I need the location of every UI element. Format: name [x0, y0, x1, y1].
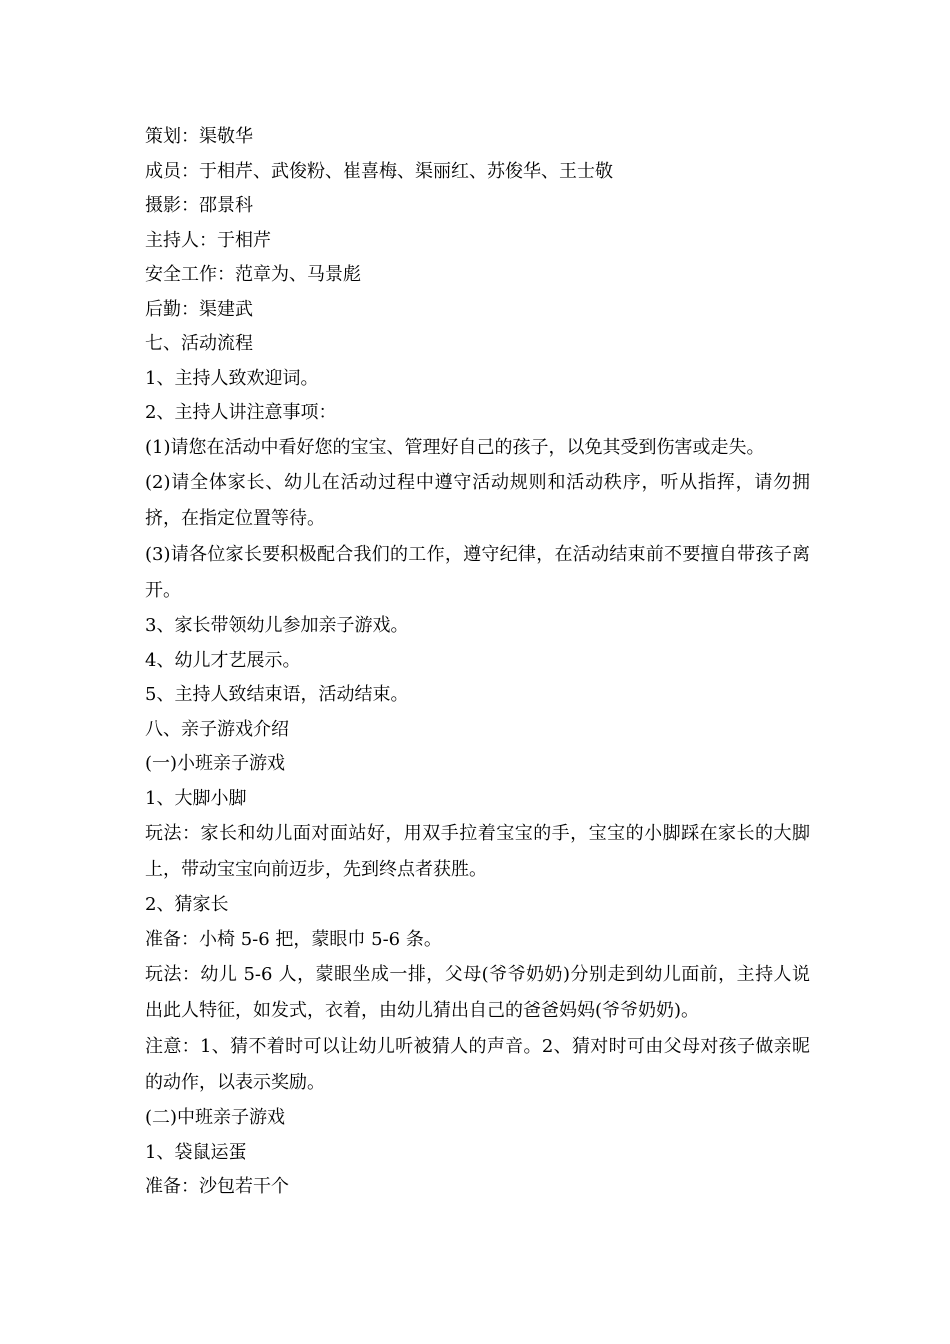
text-line: 摄影：邵景科: [145, 195, 253, 216]
text-line: 成员：于相芹、武俊粉、崔喜梅、渠丽红、苏俊华、王士敬: [145, 160, 613, 182]
game-rules: 玩法：幼儿 5-6 人，蒙眼坐成一排，父母(爷爷奶奶)分别走到幼儿面前，主持人说出此人特征，如发式，衣着，由幼儿猜出自己的爸爸妈妈(爷爷奶奶)。: [145, 964, 810, 1021]
game-title: 1、袋鼠运蛋: [145, 1141, 247, 1163]
sub-list-item: (3)请各位家长要积极配合我们的工作，遵守纪律，在活动结束前不要擅自带孩子离开。: [145, 544, 810, 601]
game-title: 2、猜家长: [145, 894, 229, 915]
list-item: 5、主持人致结束语，活动结束。: [145, 684, 409, 705]
list-item: 3、家长带领幼儿参加亲子游戏。: [145, 615, 409, 636]
text-line: 安全工作：范章为、马景彪: [145, 264, 361, 285]
section-heading: 七、活动流程: [145, 333, 253, 354]
subsection-heading: (二)中班亲子游戏: [145, 1107, 286, 1128]
text-line: 策划：渠敬华: [145, 126, 253, 147]
game-preparation: 准备：沙包若干个: [145, 1176, 289, 1197]
game-title: 1、大脚小脚: [145, 787, 247, 809]
sub-list-item: (2)请全体家长、幼儿在活动过程中遵守活动规则和活动秩序，听从指挥，请勿拥挤，在指定位置等待。: [145, 472, 810, 529]
subsection-heading: (一)小班亲子游戏: [145, 753, 286, 774]
text-line: 后勤：渠建武: [145, 298, 253, 320]
list-item: 1、主持人致欢迎词。: [145, 367, 319, 389]
game-notes: 注意：1、猜不着时可以让幼儿听被猜人的声音。2、猜对时可由父母对孩子做亲昵的动作，以表示奖励。: [145, 1036, 810, 1093]
list-item: 2、主持人讲注意事项：: [145, 402, 337, 423]
list-item: 4、幼儿才艺展示。: [145, 649, 301, 671]
text-line: 主持人：于相芹: [145, 229, 271, 251]
document-body: [145, 120, 810, 1205]
game-rules: 玩法：家长和幼儿面对面站好，用双手拉着宝宝的手，宝宝的小脚踩在家长的大脚上，带动宝宝向前迈步，先到终点者获胜。: [145, 823, 810, 880]
game-preparation: 准备：小椅 5-6 把，蒙眼巾 5-6 条。: [145, 928, 442, 950]
sub-list-item: (1)请您在活动中看好您的宝宝、管理好自己的孩子，以免其受到伤害或走失。: [145, 436, 765, 458]
section-heading: 八、亲子游戏介绍: [145, 718, 289, 740]
